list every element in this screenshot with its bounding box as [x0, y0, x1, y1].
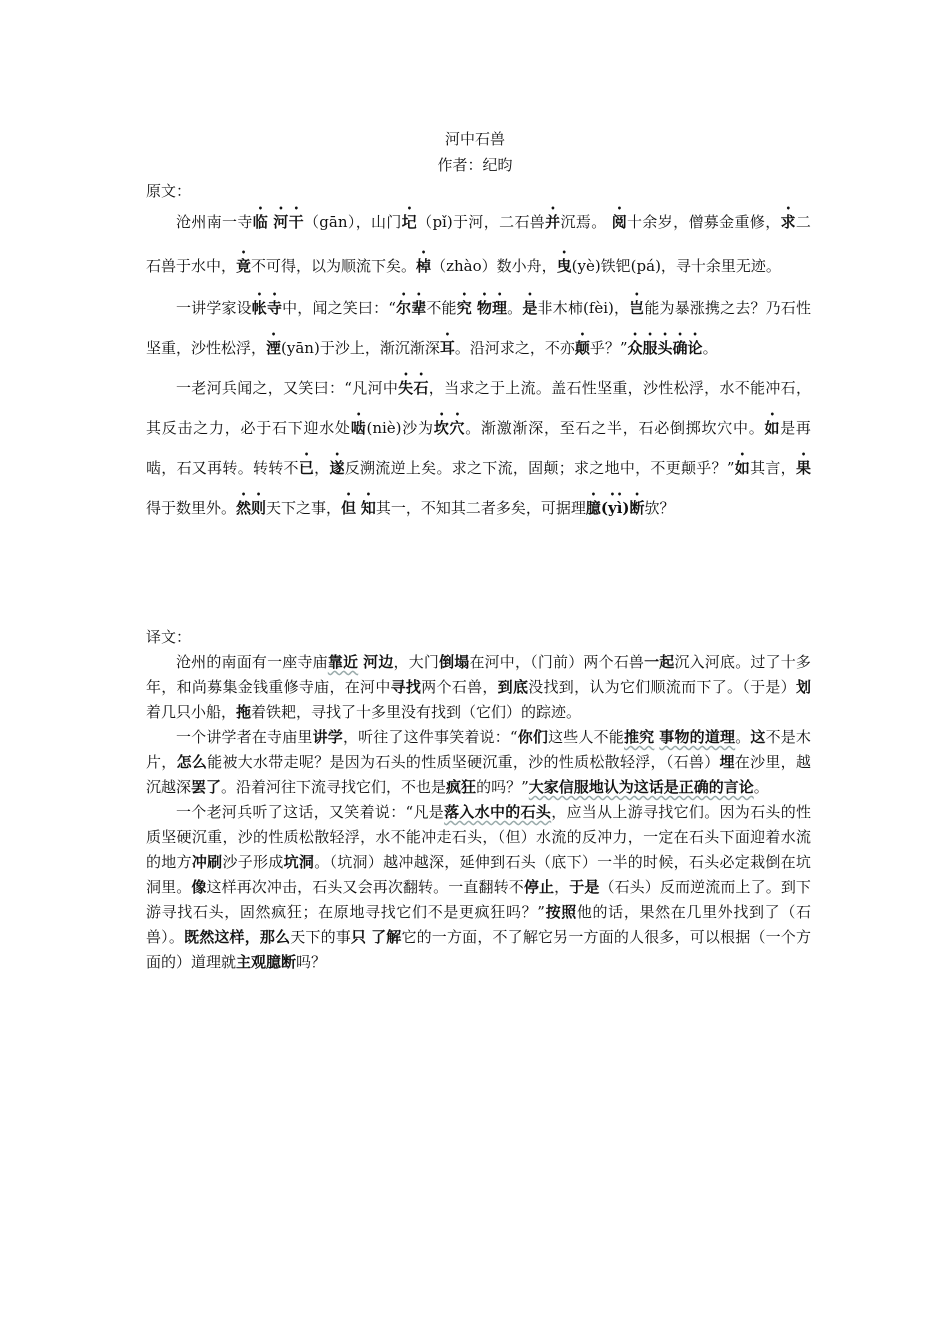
key-term: 倒塌: [439, 653, 470, 671]
key-term: 果: [795, 459, 811, 477]
text-run: （zhào）数小舟，: [431, 257, 557, 275]
text-run: 它的一方面，不了解它另一方面的人很多，可以根据（一个方面的）道理就: [146, 928, 811, 971]
key-term: 像: [191, 878, 207, 896]
text-run: （gān），山门: [303, 213, 402, 231]
key-term: 究: [456, 299, 472, 317]
text-run: 这些人不能: [548, 728, 624, 746]
key-term: 湮: [266, 339, 282, 357]
key-term: 于是: [569, 878, 600, 896]
key-term: 竟: [236, 257, 252, 275]
key-term: 曳: [556, 257, 572, 275]
text-run: 一讲学家设: [176, 299, 252, 317]
text-run: 天下之事，: [266, 499, 342, 517]
translation-paragraph-2: [146, 725, 811, 800]
translation-label: 译文：: [146, 628, 192, 646]
key-term: 颠: [574, 339, 590, 357]
text-run: 得于数里外。: [146, 499, 237, 517]
text-run: ，应当从上游寻找它们。因为石头的性质坚硬沉重，沙的性质松散轻浮，水不能冲走石头，（但）水流的反冲力，一定在石头下面迎着水流的地方: [146, 803, 811, 871]
translation-paragraph-3: [146, 800, 811, 975]
text-run: 能被大水带走呢？是因为石头的性质坚硬沉重，沙的性质松散轻浮，（石兽）: [207, 753, 720, 771]
key-term: 了解: [371, 928, 402, 946]
key-term: 岂: [629, 299, 645, 317]
key-term: 已: [298, 459, 315, 477]
key-term: 事物的道理: [659, 728, 736, 746]
key-term: 按照: [544, 903, 577, 921]
key-term: 河边: [363, 653, 394, 671]
text-run: 十余岁，僧募金重修，: [627, 213, 781, 231]
key-term: 物理: [476, 299, 508, 317]
text-run: ，: [314, 459, 330, 477]
text-run: 着铁耙，寻找了十多里没有找到（它们）的踪迹。: [251, 703, 582, 721]
key-term: 主观臆断: [236, 953, 297, 971]
key-term: 罢了: [191, 778, 222, 796]
key-term: 只: [350, 928, 367, 946]
text-run: 欤？: [644, 499, 675, 517]
key-term: 停止: [523, 878, 555, 896]
text-run: ，当求之于上流。盖石性坚重，沙性松浮，水不能冲石，其反击之力，必于石下迎水处: [146, 379, 811, 437]
text-run: 不可得，以为顺流下矣。: [251, 257, 417, 275]
key-term: 疯狂: [446, 778, 477, 796]
text-run: 中，闻之笑曰：“: [282, 299, 396, 317]
key-term: 求: [780, 213, 796, 231]
key-term: 是: [522, 299, 538, 317]
original-paragraph-3: [146, 368, 811, 528]
doc-author: 作者：纪昀: [437, 156, 513, 174]
key-term: 众服头确论: [627, 339, 703, 357]
text-run: 沉入河底。过了十多年，和尚募集金钱重修寺庙，在河中: [146, 653, 811, 696]
text-run: 沧州南一寺: [176, 213, 253, 231]
key-term: 到底: [497, 678, 529, 696]
key-term: 埋: [719, 753, 735, 771]
text-run: 乎？”: [589, 339, 628, 357]
key-term: 如: [764, 419, 781, 437]
key-term: 坑洞: [283, 853, 315, 871]
text-run: 一老河兵闻之，又笑曰：“凡河中: [176, 379, 399, 397]
text-run: 非木柿(fèi)，: [537, 299, 630, 317]
text-run: （pǐ)于河，二石兽: [417, 213, 546, 231]
key-term: 并: [545, 213, 561, 231]
text-run: 反溯流逆上矣。求之下流，固颠；求之地中，不更颠乎？”: [344, 459, 735, 477]
text-run: 没找到，认为它们顺流而下了。（于是）: [528, 678, 796, 696]
key-term: 怎么: [176, 753, 208, 771]
text-run: ，: [554, 878, 570, 896]
text-run: (niè)沙为: [366, 419, 434, 437]
key-term: 寻找: [390, 678, 422, 696]
key-term: 既然这样，那么: [184, 928, 291, 946]
key-term: 大家信服地认为这话是正确的言论: [528, 778, 754, 796]
key-term: 圮: [401, 213, 418, 231]
key-term: 耳: [439, 339, 455, 357]
text-run: (yān)于沙上，渐沉渐深: [281, 339, 440, 357]
text-run: 不能: [426, 299, 457, 317]
translation-paragraph-1: [146, 650, 811, 725]
text-run: 天下的事: [290, 928, 351, 946]
key-term: 讲学: [312, 728, 343, 746]
text-run: 能为暴涨携之去？乃石性坚重，沙性松浮，: [146, 299, 811, 357]
key-term: 啮: [350, 419, 367, 437]
key-term: 但: [341, 499, 357, 517]
text-run: 一个老河兵听了这话，又笑着说：“凡是: [176, 803, 445, 821]
text-run: 。: [702, 339, 718, 357]
key-term: 落入水中的石头: [444, 803, 552, 821]
text-run: (yè)铁钯(pá)，寻十余里无迹。: [571, 257, 781, 275]
text-run: 在河中，（门前）两个石兽: [469, 653, 645, 671]
original-paragraph-2: [146, 288, 811, 368]
original-paragraph-1: [146, 200, 811, 288]
text-run: ，大门: [393, 653, 440, 671]
key-term: 棹: [416, 257, 432, 275]
text-run: ，听往了这件事笑着说：“: [342, 728, 518, 746]
text-run: 。渐激渐深，至石之半，石必倒掷坎穴中。: [465, 419, 765, 437]
text-run: 吗？: [296, 953, 327, 971]
text-run: 着几只小船，: [146, 703, 237, 721]
text-run: 。沿着河往下流寻找它们，不也是: [221, 778, 447, 796]
text-run: 这样再次冲击，石头又会再次翻转。一直翻转不: [206, 878, 524, 896]
key-term: 坎穴: [433, 419, 466, 437]
key-term: 靠近: [327, 653, 359, 671]
key-term: 遂: [329, 459, 345, 477]
key-term: 尔辈: [395, 299, 427, 317]
key-term: 然则: [236, 499, 267, 517]
text-run: 。沿河求之，不亦: [454, 339, 575, 357]
text-run: 是再啮，石又再转。转转不: [146, 419, 811, 477]
text-run: （石头）反而逆流而上了。到下游寻找石头，固然疯狂；在原地寻找它们不是更疯狂吗？”: [146, 878, 811, 921]
doc-title: 河中石兽: [444, 130, 505, 148]
text-run: 。（坑洞）越冲越深，延伸到石头（底下）一半的时候，石头必定栽倒在坑洞里。: [146, 853, 811, 896]
text-run: 。: [735, 728, 751, 746]
text-run: 一个讲学者在寺庙里: [176, 728, 313, 746]
key-term: 划: [795, 678, 811, 696]
key-term: 帐寺: [251, 299, 283, 317]
text-run: 不是木片，: [146, 728, 811, 771]
text-run: 二石兽于水中，: [146, 213, 811, 275]
key-term: 这: [750, 728, 766, 746]
key-term: 拖: [236, 703, 252, 721]
text-run: 两个石兽，: [421, 678, 498, 696]
text-run: 。: [753, 778, 769, 796]
text-run: 。: [507, 299, 523, 317]
key-term: 失石: [398, 379, 429, 397]
original-label: 原文：: [146, 182, 192, 200]
key-term: 臆(yì)断: [585, 499, 645, 517]
key-term: 河干: [273, 213, 304, 231]
translation-text: [146, 650, 811, 975]
text-run: 他的话，果然在几里外找到了（石兽）。: [146, 903, 811, 946]
key-term: 冲刷: [191, 853, 223, 871]
text-run: 其一，不知其二者多矣，可据理: [375, 499, 586, 517]
text-run: 沉焉。: [560, 213, 612, 231]
text-run: 沙子形成: [222, 853, 284, 871]
text-run: 沧州的南面有一座寺庙: [176, 653, 328, 671]
key-term: 阅: [611, 213, 628, 231]
text-run: 在沙里，越沉越深: [146, 753, 811, 796]
key-term: 你们: [517, 728, 549, 746]
key-term: 一起: [644, 653, 675, 671]
key-term: 如: [734, 459, 751, 477]
text-run: 的吗？”: [476, 778, 529, 796]
key-term: 推究: [623, 728, 655, 746]
text-run: 其言，: [750, 459, 796, 477]
key-term: 知: [360, 499, 376, 517]
key-term: 临: [252, 213, 269, 231]
original-text: [146, 200, 811, 528]
